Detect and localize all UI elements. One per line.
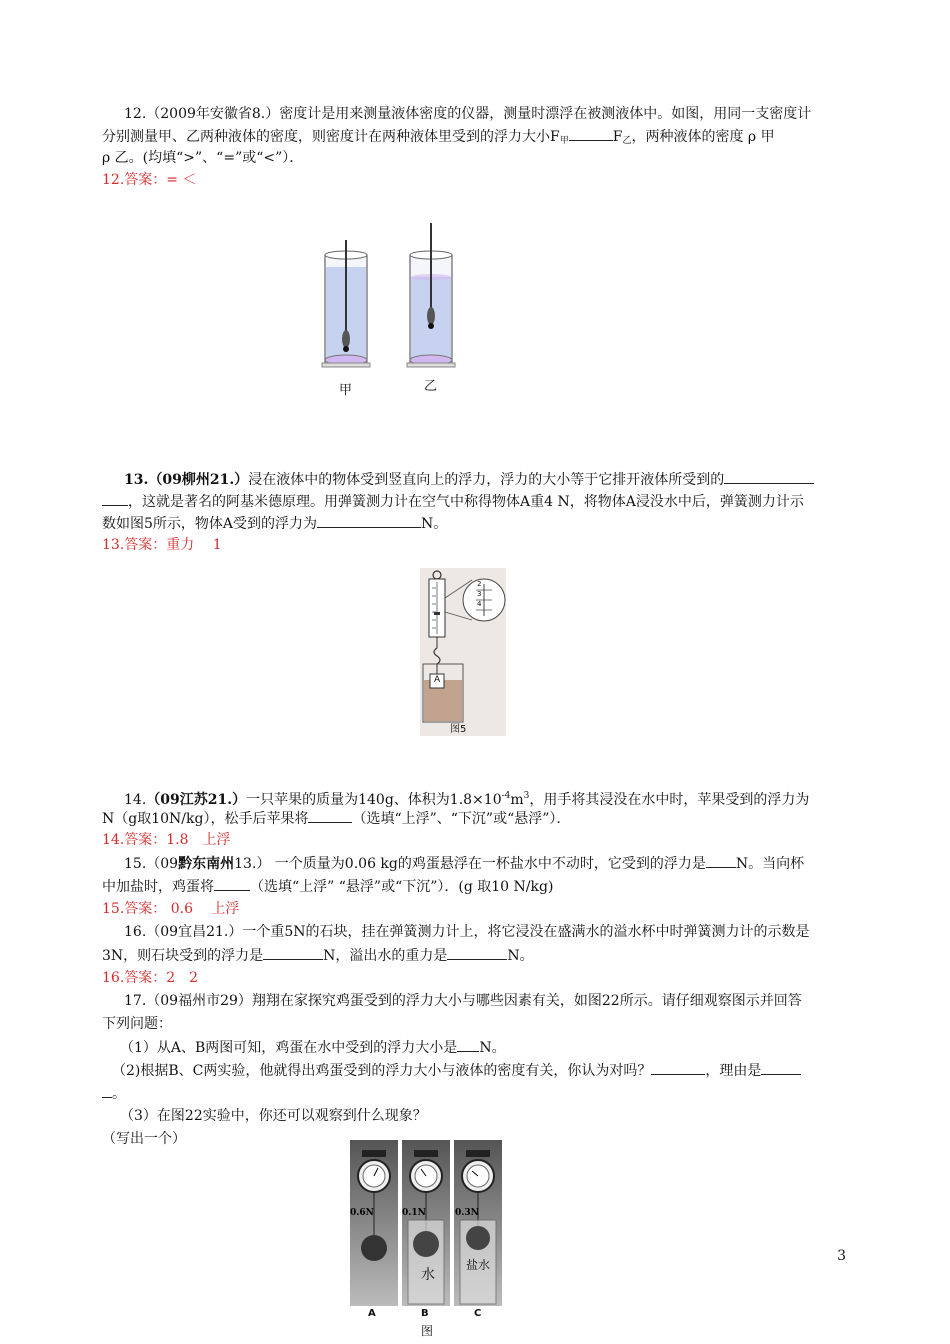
q17-blank-1[interactable]	[457, 1037, 479, 1052]
q14-blank[interactable]	[308, 808, 352, 823]
q12-line1: 12.（2009年安徽省8.）密度计是用来测量液体密度的仪器，测量时漂浮在被测液体中。如图，用同一支密度计	[124, 106, 812, 122]
fig5-caption: 图5	[450, 724, 467, 735]
q14-line2-tail: （选填“上浮”、“下沉”或“悬浮”）．	[352, 811, 571, 827]
q14-line2	[102, 808, 570, 829]
spring-scale-drawing	[420, 568, 506, 736]
q16-line2-tail: N。	[507, 948, 534, 964]
q15-blank-1[interactable]	[706, 853, 736, 868]
q12-blank-1[interactable]	[569, 126, 613, 141]
q17-sub2-text: （2)根据B、C两实验，他就得出鸡蛋受到的浮力大小与液体的密度有关，你认为对吗？	[112, 1063, 652, 1079]
cylinder-jia	[322, 240, 370, 367]
q17-sub1-unit: N。	[479, 1040, 506, 1056]
liquid-b-label: 水	[421, 1267, 435, 1283]
q15-text: 13.） 一个质量为0.06 kg的鸡蛋悬浮在一杯盐水中不动时，它受到的浮力是	[234, 856, 706, 872]
q14-line2-text: N（g取10N/kg），松手后苹果将	[102, 811, 309, 827]
q12-line2-tail: ，两种液体的密度 ρ 甲	[631, 129, 775, 145]
q13-line1-text: 浸在液体中的物体受到竖直向上的浮力，浮力的大小等于它排开液体所受到的	[248, 472, 725, 488]
q14-text-a: 一只苹果的质量为140g、体积为1.8×10	[246, 792, 502, 808]
photo-label-b: B	[421, 1308, 429, 1319]
reading-b: 0.1N	[402, 1208, 426, 1218]
scale-tick-4: 4	[477, 600, 482, 608]
liquid-c-label: 盐水	[466, 1258, 491, 1272]
photo-a	[350, 1140, 398, 1306]
fig22-caption: 图	[421, 1324, 434, 1338]
q14-number: 14.	[124, 792, 147, 808]
spring-scale-figure	[420, 568, 506, 736]
q17-line2: 下列问题：	[102, 1016, 172, 1032]
q13-answer: 13.答案：重力 1	[102, 537, 222, 553]
q13-line3-text: 数如图5所示，物体A受到的浮力为	[102, 516, 318, 532]
q16-line2-text: 3N，则石块受到的浮力是	[102, 948, 264, 964]
page-number: 3	[837, 1248, 846, 1264]
q15-line2	[102, 876, 553, 897]
q17-sub2-cont	[102, 1083, 126, 1104]
q17-sub2-mid: ，理由是	[705, 1063, 762, 1079]
q15-number: 15.（09	[124, 856, 179, 872]
q14-answer: 14.答案：1.8 上浮	[102, 832, 231, 848]
q12-line2-f: F	[612, 129, 623, 145]
q17-blank-2[interactable]	[651, 1060, 705, 1075]
block-a-label: A	[434, 675, 441, 685]
scale-tick-2: 2	[477, 580, 482, 588]
q13-blank-2[interactable]	[317, 513, 421, 528]
q16-line2-mid: N，溢出水的重力是	[323, 948, 448, 964]
q13-line3	[102, 513, 447, 534]
q13-line2	[102, 491, 804, 512]
hydrometer-figure	[310, 215, 470, 400]
label-jia: 甲	[339, 383, 353, 398]
q16-line1: 16.（09宜昌21.）一个重5N的石块，挂在弹簧测力计上，将它浸没在盛满水的溢水杯中时弹簧测力计的示数是	[124, 924, 810, 940]
cylinder-yi	[407, 223, 455, 367]
q15-answer: 15.答案： 0.6 上浮	[102, 901, 240, 917]
q17-sub1	[120, 1037, 506, 1058]
q13-line1	[124, 469, 814, 490]
reading-c: 0.3N	[455, 1208, 479, 1218]
q14-exp3: 3	[523, 791, 530, 801]
reading-a: 0.6N	[350, 1208, 374, 1218]
q13-blank-1[interactable]	[724, 469, 814, 484]
q15-line2-tail: （选填“上浮” “悬浮”或“下沉”）．(g 取10 N/kg)	[250, 879, 554, 895]
q17-blank-3-cont[interactable]	[102, 1083, 112, 1098]
scale-tick-3: 3	[477, 590, 482, 598]
q15-text-tail: N。当向杯	[735, 856, 805, 872]
q16-blank-2[interactable]	[447, 945, 507, 960]
q15-source: 黔东南州	[178, 856, 235, 872]
q12-answer: 12.答案：= ＜	[102, 172, 197, 188]
q17-blank-3[interactable]	[761, 1060, 801, 1075]
q17-sub3-note: （写出一个）	[102, 1131, 186, 1147]
q15-blank-2[interactable]	[214, 876, 250, 891]
q14-text-b: ，用手将其浸没在水中时，苹果受到的浮力为	[529, 792, 810, 808]
q12-line2-text: 分别测量甲、乙两种液体的密度，则密度计在两种液体里受到的浮力大小F	[102, 129, 560, 145]
q14-unit-m: m	[510, 792, 524, 808]
q14-line1	[124, 786, 809, 810]
q12-line3: ρ 乙。(均填“>”、“=”或“<”）．	[102, 150, 304, 166]
q17-sub1-text: （1）从A、B两图可知，鸡蛋在水中受到的浮力大小是	[120, 1040, 458, 1056]
q16-answer: 16.答案：2 2	[102, 970, 199, 986]
q13-line3-unit: N。	[421, 516, 448, 532]
q12-sub-jia: 甲	[559, 136, 569, 146]
q15-line2-text: 中加盐时，鸡蛋将	[102, 879, 214, 895]
q17-sub3: （3）在图22实验中，你还可以观察到什么现象？	[120, 1108, 427, 1124]
egg-experiment-figure	[348, 1140, 508, 1308]
photo-label-c: C	[474, 1308, 482, 1319]
q17-line1: 17.（09福州市29）翔翔在家探究鸡蛋受到的浮力大小与哪些因素有关，如图22所示。请仔细观察图示并回答	[124, 993, 802, 1009]
q13-line2-text: ，这就是著名的阿基米德原理。用弹簧测力计在空气中称得物体A重4 N，将物体A浸没水中后，弹簧测力计示	[128, 494, 804, 510]
scale-tick-labels	[477, 579, 481, 609]
label-yi: 乙	[424, 379, 438, 394]
q14-source: （09江苏21.）	[146, 792, 247, 808]
q16-blank-1[interactable]	[263, 945, 323, 960]
q16-line2	[102, 945, 534, 966]
q13-source: （09柳州21.）	[148, 472, 249, 488]
q17-sub2-end: 。	[112, 1086, 126, 1102]
q13-number: 13.	[124, 472, 149, 488]
q14-exp: -4	[501, 791, 511, 801]
q12-sub-yi: 乙	[622, 136, 632, 146]
q13-blank-1-cont[interactable]	[102, 491, 128, 506]
q17-sub2	[112, 1060, 801, 1081]
photo-label-a: A	[368, 1308, 376, 1319]
q15-line1	[124, 853, 804, 874]
photo-c	[454, 1140, 502, 1306]
